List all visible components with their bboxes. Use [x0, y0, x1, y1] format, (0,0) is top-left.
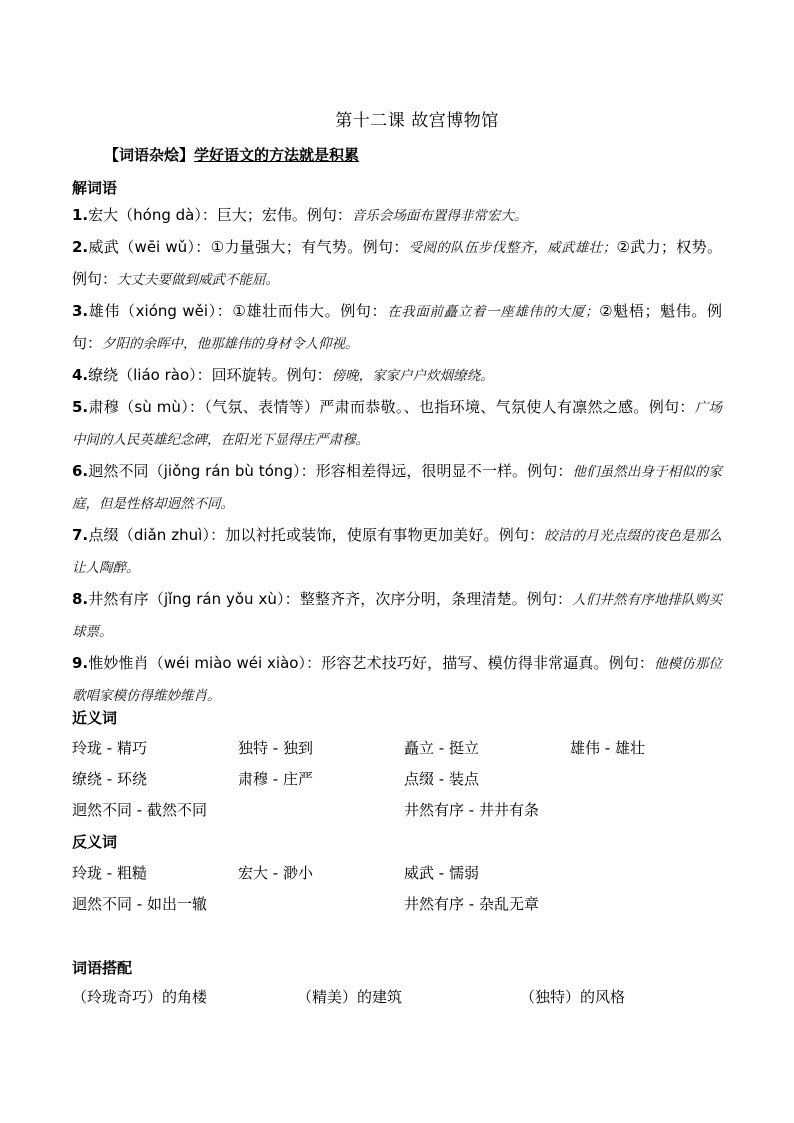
entry-definition-2: ②魁梧；魁伟。例句：: [72, 302, 723, 352]
synonym-pair: 玲珑 - 精巧: [72, 739, 147, 757]
entry-example: 音乐会场面布置得非常宏大。: [351, 208, 528, 224]
entry-definition: 惟妙惟肖（wéi miào wéi xiào）：形容艺术技巧好，描写、模仿得非常逼真。例句：: [88, 654, 655, 672]
entry-definition-2: ②武力；权势。例句：: [72, 238, 723, 288]
section-banner: [104, 144, 359, 165]
page-title: 第十二课 故宫博物馆: [335, 111, 499, 131]
antonym-pair: 威武 - 懦弱: [404, 864, 479, 882]
synonym-pair: 井然有序 - 井井有条: [404, 801, 539, 819]
entry-example-2: 大丈夫要做到威武不能屈。: [117, 272, 280, 288]
entry-example: 他们虽然出身于相似的家庭，但是性格却迥然不同。: [72, 464, 722, 512]
definitions-list: [72, 200, 722, 712]
entry-number: 4.: [72, 366, 89, 384]
entry-definition: 迥然不同（jiǒng rán bù tóng）：形容相差得远，很明显不一样。例句：: [88, 462, 573, 480]
definition-entry: [72, 520, 722, 584]
entry-example: 受阅的队伍步伐整齐，威武雄壮；: [408, 240, 617, 256]
synonym-pair: 独特 - 独到: [238, 739, 313, 757]
synonym-row: [72, 768, 722, 799]
antonym-pair: 迥然不同 - 如出一辙: [72, 895, 207, 913]
entry-example: 傍晚，家家户户炊烟缭绕。: [331, 368, 494, 384]
collocation-item: （精美）的建筑: [297, 988, 403, 1006]
antonyms-heading: 反义词: [72, 833, 118, 851]
entry-example: 人们井然有序地排队购买球票。: [72, 592, 722, 640]
entry-definition: 威武（wēi wǔ）：①力量强大；有气势。例句：: [88, 238, 409, 256]
entry-definition: 宏大（hóng dà）：巨大；宏伟。例句：: [88, 206, 352, 224]
entry-example-2: 夕阳的余晖中，他那雄伟的身材令人仰视。: [102, 336, 359, 352]
entry-number: 3.: [72, 302, 89, 320]
entry-definition: 井然有序（jǐng rán yǒu xù）：整整齐齐，次序分明，条理清楚。例句：: [88, 590, 573, 608]
synonym-row: [72, 737, 722, 768]
collocation-item: （玲珑奇巧）的角楼: [72, 988, 208, 1006]
entry-example: 他模仿那位歌唱家模仿得维妙维肖。: [72, 656, 723, 704]
collocation-item: （独特）的风格: [520, 988, 626, 1006]
synonym-pair: 点缀 - 装点: [404, 770, 479, 788]
synonym-pair: 迥然不同 - 截然不同: [72, 801, 207, 819]
synonym-pair: 缭绕 - 环绕: [72, 770, 147, 788]
definition-entry: [72, 648, 722, 712]
synonym-pair: 矗立 - 挺立: [404, 739, 479, 757]
banner-tag: 【词语杂烩】: [104, 146, 195, 164]
synonym-pair: 肃穆 - 庄严: [238, 770, 313, 788]
definition-entry: [72, 392, 722, 456]
definition-entry: [72, 584, 722, 648]
banner-motto: 学好语文的方法就是积累: [194, 146, 360, 164]
entry-definition: 肃穆（sù mù）：（气氛、表情等）严肃而恭敬。、也指环境、气氛使人有凛然之感。例句：: [88, 398, 695, 416]
entry-definition: 雄伟（xióng wěi）：①雄壮而伟大。例句：: [88, 302, 388, 320]
antonym-pair: 井然有序 - 杂乱无章: [404, 895, 539, 913]
entry-number: 5.: [72, 398, 89, 416]
entry-example: 皎洁的月光点缀的夜色是那么让人陶醉。: [72, 528, 723, 576]
collocation-row: [72, 986, 722, 1010]
entry-example: 在我面前矗立着一座雄伟的大厦；: [387, 304, 599, 320]
synonym-pair: 雄伟 - 雄壮: [570, 739, 645, 757]
antonym-pair: 玲珑 - 粗糙: [72, 864, 147, 882]
entry-example: 广场中间的人民英雄纪念碑，在阳光下显得庄严肃穆。: [72, 400, 723, 448]
definition-entry: [72, 232, 722, 296]
definition-entry: [72, 200, 722, 232]
entry-number: 8.: [72, 590, 89, 608]
entry-number: 6.: [72, 462, 89, 480]
entry-definition: 缭绕（liáo rào）：回环旋转。例句：: [88, 366, 332, 384]
definition-entry: [72, 296, 722, 360]
antonym-row: [72, 893, 722, 924]
antonym-row: [72, 862, 722, 893]
definition-entry: [72, 456, 722, 520]
entry-number: 2.: [72, 238, 89, 256]
entry-number: 7.: [72, 526, 89, 544]
entry-number: 9.: [72, 654, 89, 672]
antonym-pair: 宏大 - 渺小: [238, 864, 313, 882]
definitions-heading: 解词语: [72, 179, 118, 197]
collocations-heading: 词语搭配: [72, 959, 133, 977]
synonym-row: [72, 799, 722, 830]
entry-definition: 点缀（diǎn zhuì）：加以衬托或装饰，使原有事物更加美好。例句：: [88, 526, 545, 544]
synonyms-heading: 近义词: [72, 709, 118, 727]
definition-entry: [72, 360, 722, 392]
entry-number: 1.: [72, 206, 89, 224]
